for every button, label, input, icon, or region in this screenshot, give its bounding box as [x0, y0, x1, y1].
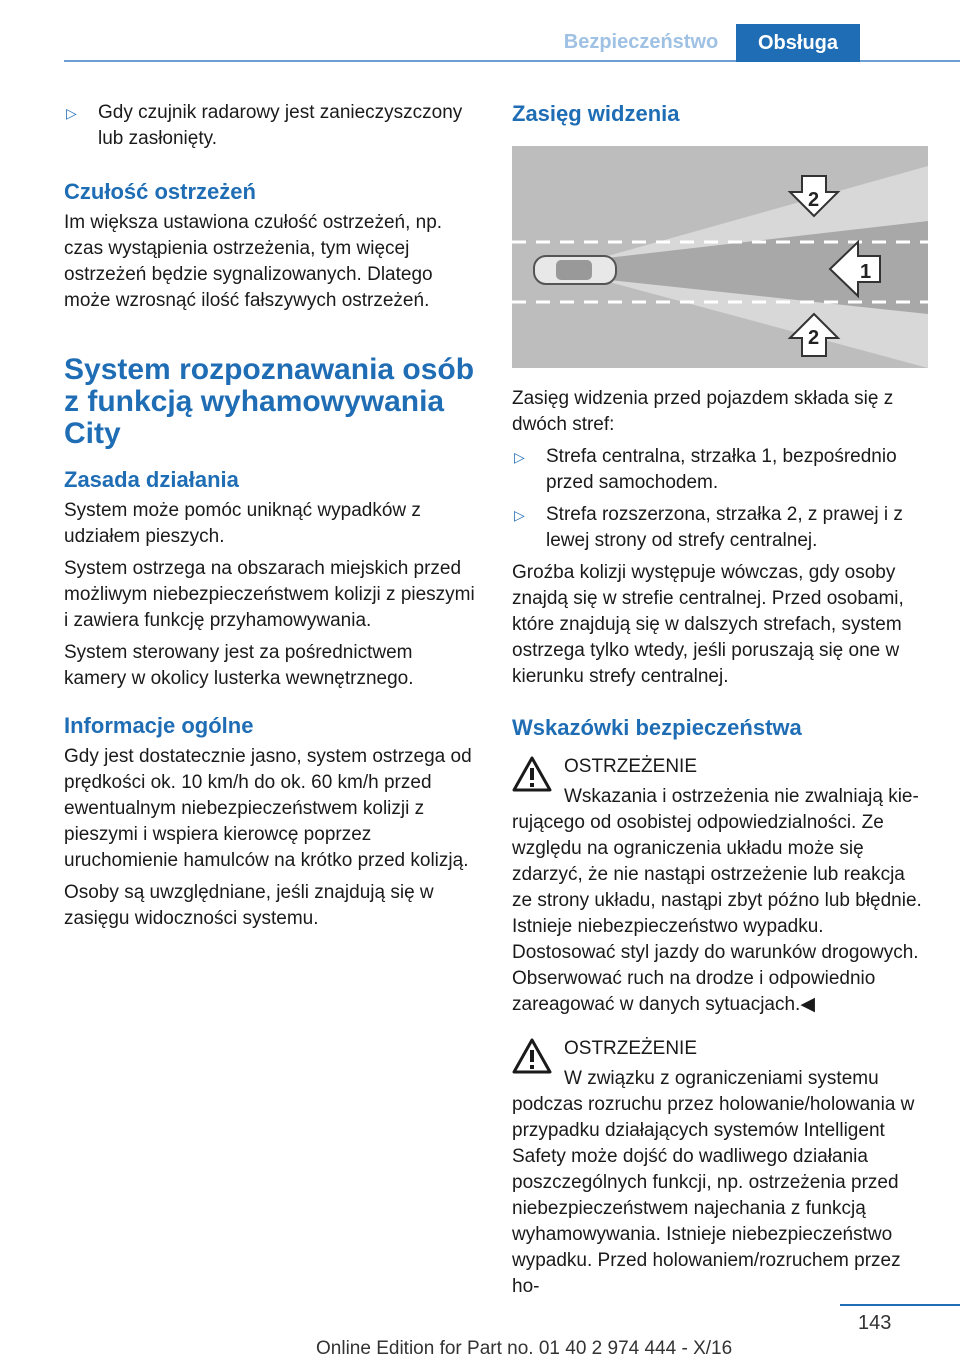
paragraph-general-2: Osoby są uwzględniane, jeśli znajdują się w zasięgu widoczności systemu.: [64, 882, 434, 929]
left-column: [64, 100, 480, 938]
bullet-radar: [64, 100, 480, 152]
paragraph-threat: Groźba kolizji występuje wówczas, gdy osoby znajdą się w strefie centralnej. Przed osobami, które znajdują się w dalszych strefach, system ostrzega tylko wtedy, jeśli poruszają się one w kierunku strefy centralnej.: [512, 562, 904, 687]
bullet-text: Gdy czujnik radarowy jest zanieczyszczony lub zasłonięty.: [98, 102, 463, 149]
warning-first-line: W związku z ograniczeniami systemu: [564, 1068, 879, 1089]
heading-range: Zasięg widzenia: [512, 101, 680, 126]
warning-icon: [512, 1038, 552, 1074]
paragraph-principle-3: System sterowany jest za pośrednictwem kamery w okolicy lusterka wewnętrznego.: [64, 642, 414, 689]
bullet-central: [512, 444, 928, 496]
range-diagram: [512, 146, 928, 368]
bullet-extended: [512, 502, 928, 554]
heading-principle: Zasada działania: [64, 467, 239, 492]
warning-first-line: Wskazania i ostrzeżenia nie zwalniają kie-: [564, 786, 919, 807]
footer-rule: [840, 1304, 960, 1306]
arrow-2-top-label: 2: [808, 189, 820, 211]
warning-1: [512, 754, 928, 1018]
paragraph-sensitivity: Im większa ustawiona czułość ostrzeżeń, np. czas wystąpienia ostrzeżenia, tym więcej ostrzeżeń będzie sygnalizowanych. Dlatego może wzrosnąć ilość fałszywych ostrzeżeń.: [64, 212, 443, 311]
paragraph-general-1: Gdy jest dostatecznie jasno, system ostrzega od prędkości ok. 10 km/h do ok. 60 km/h przed ewentualnym niebezpieczeństwem kolizji z pieszymi i wspiera kierowcę poprzez uruchomienie hamulców na krótko przed kolizją.: [64, 746, 472, 871]
warning-title: OSTRZEŻENIE: [564, 1038, 698, 1059]
bullet-triangle-icon: ▷: [514, 507, 525, 523]
arrow-2-bottom-label: 2: [808, 327, 820, 349]
heading-general: Informacje ogólne: [64, 713, 254, 738]
right-column: [512, 100, 928, 1300]
car-icon: [534, 256, 616, 284]
arrow-1-label: 1: [860, 261, 872, 283]
online-edition-label: Online Edition for Part no. 01 40 2 974 444 - X/16: [316, 1338, 733, 1359]
bullet-triangle-icon: ▷: [514, 449, 525, 465]
warning-2: [512, 1036, 928, 1300]
warning-icon: [512, 756, 552, 792]
tab-obsluga[interactable]: Obsługa: [736, 24, 860, 62]
warning-text: podczas rozruchu przez holowanie/holowania w przypadku działających systemów Intelligent Safety może dojść do wadliwego działania poszczególnych funkcji, np. ostrzeżenia przed niebezpieczeństwem najechania z funkcją wyhamowywania. Istnieje niebezpieczeństwo wypadku. Przed holowaniem/rozruchem przez ho-: [512, 1094, 915, 1297]
bullet-text: Strefa centralna, strzałka 1, bezpośrednio przed samochodem.: [546, 446, 897, 493]
paragraph-range: Zasięg widzenia przed pojazdem składa się z dwóch stref:: [512, 388, 894, 435]
warning-title: OSTRZEŻENIE: [564, 756, 698, 777]
heading-sensitivity: Czułość ostrzeżeń: [64, 179, 256, 204]
heading-safety: Wskazówki bezpieczeństwa: [512, 715, 802, 740]
page-number: 143: [858, 1312, 892, 1334]
page-title: System rozpoznawania osób z funkcją wyhamowywania City: [64, 353, 475, 450]
tab-bezpieczenstwo[interactable]: Bezpieczeństwo: [563, 31, 719, 53]
paragraph-principle-2: System ostrzega na obszarach miejskich przed możliwym niebezpieczeństwem kolizji z pieszymi i zawiera funkcję przyhamowywania.: [64, 558, 475, 631]
bullet-triangle-icon: ▷: [66, 105, 77, 121]
paragraph-principle-1: System może pomóc uniknąć wypadków z udziałem pieszych.: [64, 500, 421, 547]
warning-text: rującego od osobistej odpowiedzialności. Ze względu na ograniczenia układu może się zdarzyć, że nie nastąpi ostrzeżenie lub reakcja ze strony układu, nastąpi zbyt późno lub błędnie. Istnieje niebezpieczeństwo wypadku. Dostosować styl jazdy do warunków drogowych. Obserwować ruch na drodze i odpowiednio zareagować w danych sytuacjach.◀: [512, 812, 922, 1015]
bullet-text: Strefa rozszerzona, strzałka 2, z prawej i z lewej strony od strefy centralnej.: [546, 504, 903, 551]
